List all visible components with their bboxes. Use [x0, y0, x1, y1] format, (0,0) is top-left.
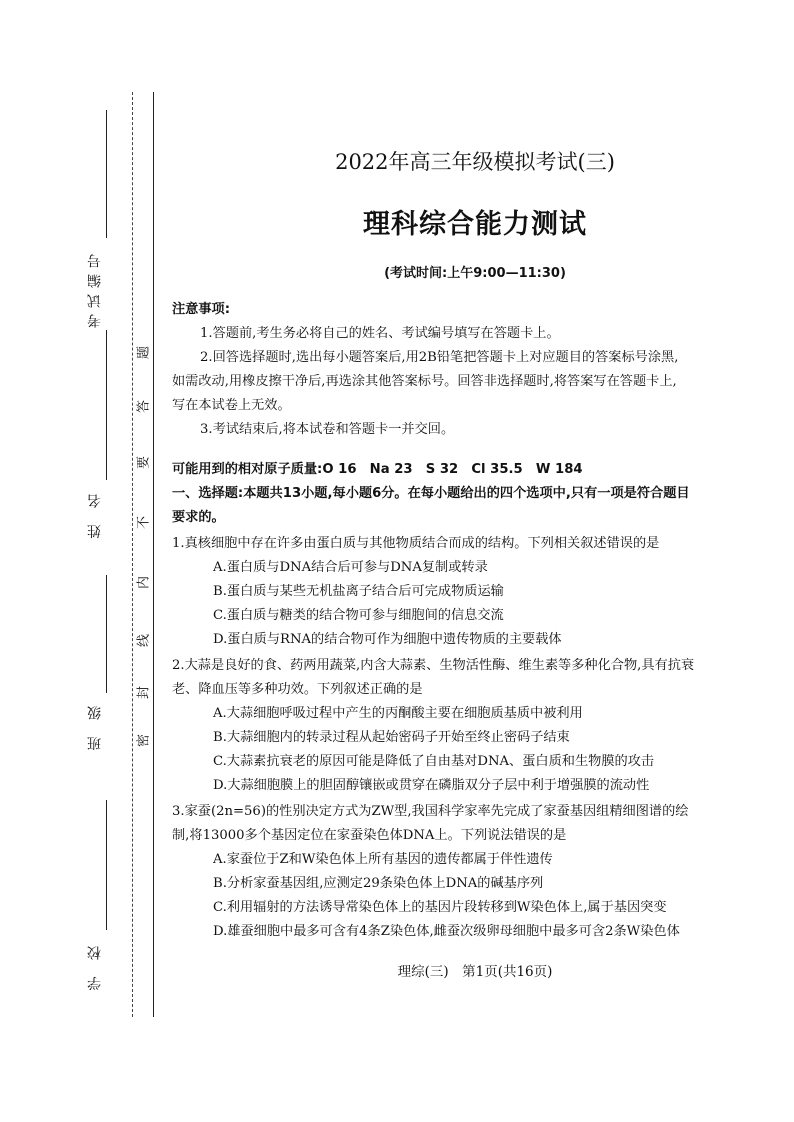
- notes-item: 3.考试结束后,将本试卷和答题卡一并交回。: [200, 422, 455, 437]
- seal-char: 答: [136, 400, 152, 414]
- page-footer: 理综(三) 第1页(共16页): [397, 964, 553, 980]
- section-heading-cont: 要求的。: [172, 510, 225, 525]
- school-label: 学 校: [87, 940, 103, 991]
- seal-char: 密: [136, 734, 152, 748]
- question-option: A.蛋白质与DNA结合后可参与DNA复制或转录: [213, 560, 488, 575]
- question-option: B.蛋白质与某些无机盐离子结合后可完成物质运输: [213, 584, 504, 599]
- notes-item: 1.答题前,考生务必将自己的姓名、考试编号填写在答题卡上。: [200, 326, 560, 341]
- name-field[interactable]: [106, 330, 107, 480]
- exam-id-field[interactable]: [106, 110, 107, 238]
- seal-solid-line: [153, 92, 154, 1017]
- notes-heading: 注意事项:: [172, 302, 231, 317]
- question-option: A.大蒜细胞呼吸过程中产生的丙酮酸主要在细胞质基质中被利用: [213, 706, 583, 721]
- seal-char: 封: [136, 686, 152, 700]
- section-heading: 一、选择题:本题共13小题,每小题6分。在每小题给出的四个选项中,只有一项是符合题目: [172, 486, 690, 501]
- notes-item: 写在本试卷上无效。: [172, 398, 291, 413]
- seal-char: 线: [136, 634, 152, 648]
- question-option: B.大蒜细胞内的转录过程从起始密码子开始至终止密码子结束: [213, 730, 570, 745]
- exam-id-label: 考试编号: [87, 248, 103, 328]
- notes-item: 如需改动,用橡皮擦干净后,再选涂其他答案标号。回答非选择题时,将答案写在答题卡上,: [172, 374, 677, 389]
- seal-char: 不: [136, 516, 152, 530]
- seal-char: 要: [136, 456, 152, 470]
- notes-item: 2.回答选择题时,选出每小题答案后,用2B铅笔把答题卡上对应题目的答案标号涂黑,: [200, 350, 679, 365]
- school-field[interactable]: [106, 800, 107, 930]
- question-stem: 制,将13000多个基因定位在家蚕染色体DNA上。下列说法错误的是: [172, 828, 567, 843]
- seal-char: 题: [136, 346, 152, 360]
- question-option: C.利用辐射的方法诱导常染色体上的基因片段转移到W染色体上,属于基因突变: [213, 900, 667, 915]
- question-option: D.蛋白质与RNA的结合物可作为细胞中遗传物质的主要载体: [213, 632, 562, 647]
- question-stem: 3.家蚕(2n=56)的性别决定方式为ZW型,我国科学家率先完成了家蚕基因组精细图谱的绘: [172, 804, 689, 819]
- subject-title: 理科综合能力测试: [363, 209, 587, 240]
- class-label: 班 级: [87, 700, 103, 751]
- question-option: D.大蒜细胞膜上的胆固醇镶嵌或贯穿在磷脂双分子层中利于增强膜的流动性: [213, 778, 650, 793]
- class-field[interactable]: [106, 575, 107, 693]
- question-stem: 老、降血压等多种功效。下列叙述正确的是: [172, 682, 423, 697]
- question-stem: 2.大蒜是良好的食、药两用蔬菜,内含大蒜素、生物活性酶、维生素等多种化合物,具有抗衰: [172, 658, 695, 673]
- exam-title: 2022年高三年级模拟考试(三): [335, 150, 615, 174]
- question-stem: 1.真核细胞中存在许多由蛋白质与其他物质结合而成的结构。下列相关叙述错误的是: [172, 536, 660, 551]
- name-label: 姓 名: [87, 488, 103, 539]
- question-option: C.大蒜素抗衰老的原因可能是降低了自由基对DNA、蛋白质和生物膜的攻击: [213, 754, 655, 769]
- exam-time: (考试时间:上午9:00—11:30): [384, 266, 566, 281]
- seal-dashed-line: [132, 92, 133, 1017]
- seal-char: 内: [136, 576, 152, 590]
- question-option: A.家蚕位于Z和W染色体上所有基因的遗传都属于伴性遗传: [213, 852, 553, 867]
- question-option: C.蛋白质与糖类的结合物可参与细胞间的信息交流: [213, 608, 504, 623]
- question-option: B.分析家蚕基因组,应测定29条染色体上DNA的碱基序列: [213, 876, 544, 891]
- question-option: D.雄蚕细胞中最多可含有4条Z染色体,雌蚕次级卵母细胞中最多可含2条W染色体: [213, 924, 680, 939]
- atomic-mass-line: 可能用到的相对原子质量:O 16 Na 23 S 32 Cl 35.5 W 184: [172, 462, 583, 477]
